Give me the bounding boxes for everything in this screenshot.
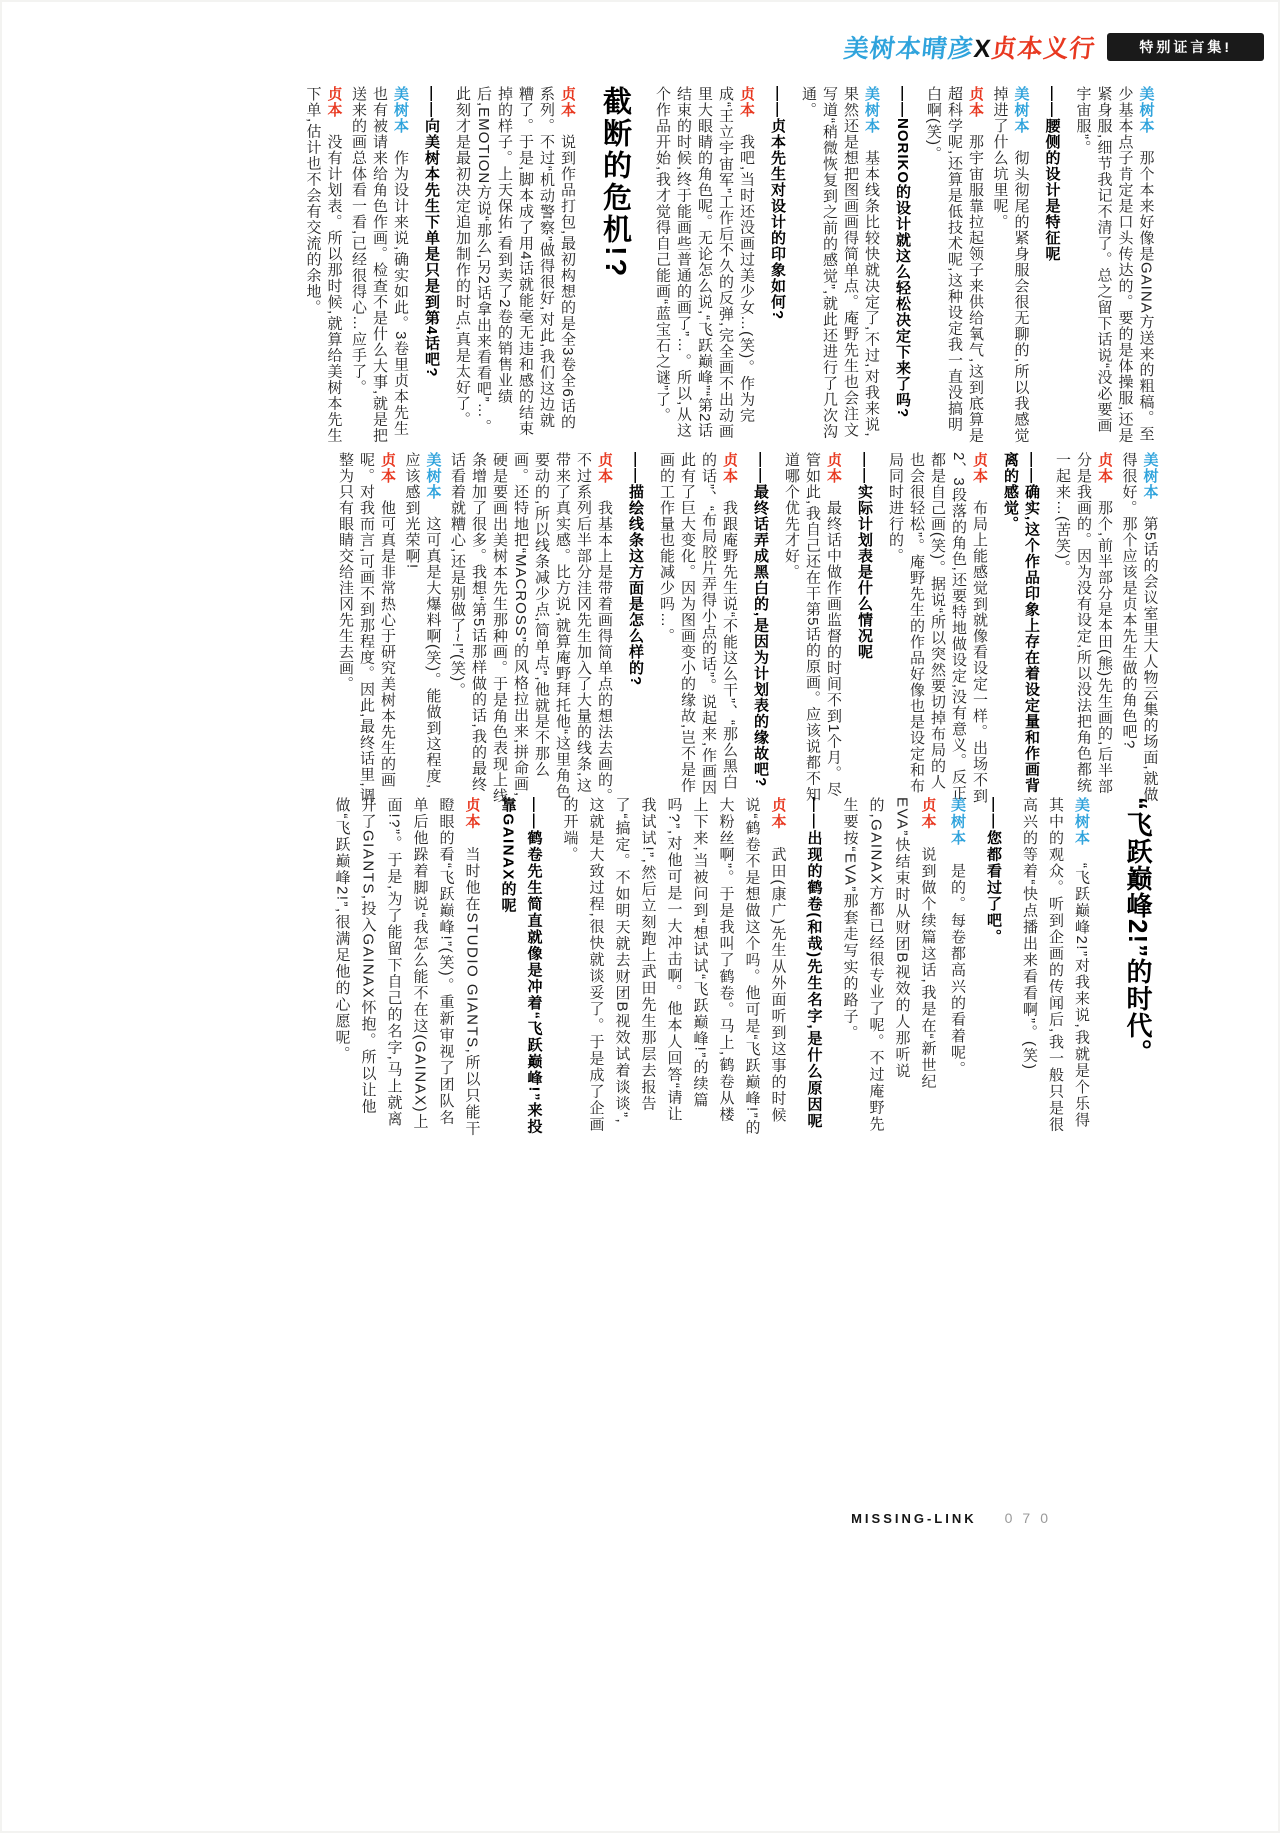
speaker-label-sadamoto: 贞本 xyxy=(967,86,984,118)
interview-question: ——描绘线条这方面是怎么样的? xyxy=(627,452,644,687)
speaker-label-mikimoto: 美树本 xyxy=(392,86,409,134)
speech-paragraph-sadamoto: 贞本 那个,前半部分是本田(熊)先生画的,后半部分是我画的。因为没有设定,所以没法把角色都统一起来…(苦笑)。 xyxy=(1054,452,1113,795)
page-title xyxy=(842,29,1098,65)
page-number: 070 xyxy=(1004,1510,1058,1526)
interview-question: ——贞本先生对设计的印象如何? xyxy=(769,86,786,321)
speech-paragraph-mikimoto: 美树本 基本线条比较快就决定了,不过,对我来说,果然还是想把图画画得简单点。庵野先生也会注文写道“稍微恢复到之前的感觉”,就此还进行了几次沟通。 xyxy=(800,86,880,440)
speaker-label-sadamoto: 贞本 xyxy=(1096,452,1113,484)
section-heading: 截断的危机!? xyxy=(599,86,631,280)
speech-paragraph-sadamoto: 贞本 布局上能感觉到就像看设定一样。出场不到2、3段落的角色,还要特地做设定,没有意义。反正都是自己画(笑)。据说“所以突然要切掉布局的人也会很轻松”。庵野先生的作品好像也是设定和布局同时进行的。 xyxy=(887,452,988,804)
speech-paragraph-mikimoto: 美树本 那个本来好像是GAINA方送来的粗稿。至少基本点子肯定是口头传达的。要的是体操服,还是紧身服,细节我记不清了。总之留下话说“没必要画宇宙服”。 xyxy=(1074,86,1155,444)
speech-paragraph-mikimoto: 美树本 是的。每卷都高兴的看着呢。 xyxy=(949,797,966,1078)
speech-paragraph-sadamoto: 贞本 没有计划表。所以那时候,就算给美树本先生下单,估计也不会有交流的余地。 xyxy=(304,86,343,444)
interview-question: ——鹤卷先生简直就像是冲着“飞跃巅峰!”来投靠GAINAX的呢 xyxy=(499,797,543,1135)
speaker-label-sadamoto: 贞本 xyxy=(825,452,842,484)
interview-question: ——腰侧的设计是特征呢 xyxy=(1043,86,1061,262)
speech-paragraph-mikimoto: 美树本 “飞跃巅峰2!”对我来说,我就是个乐得其中的观众。听到企画的传闻后,我一般只是很高兴的等着“快点播出来看看啊”。(笑) xyxy=(1021,797,1090,1133)
speech-paragraph-sadamoto: 贞本 当时他在STUDIO GIANTS,所以只能干瞪眼的看“飞跃巅峰!”(笑)。重新审视了团队名单后他跺着脚说“我怎么能不在这(GAINAX)上面!?”。于是,为了能留下自己的名字,马上就离开了GIANTS,投入GAINAX怀抱。所以让他做“飞跃巅峰2!”,很满足他的心愿呢。 xyxy=(333,797,481,1137)
magazine-brand: MISSING-LINK xyxy=(851,1511,977,1526)
interview-question: ——确实,这个作品印象上存在着设定量和作画背离的感觉。 xyxy=(1002,452,1040,794)
speech-paragraph-sadamoto: 贞本 那宇宙服靠拉起领子来供给氧气,这到底算是超科学呢,还算是低技术呢,这种设定我一直没搞明白啊(笑)。 xyxy=(925,86,984,444)
speaker-label-sadamoto: 贞本 xyxy=(721,452,738,484)
interview-question: ——实际计划表是什么情况呢 xyxy=(856,452,873,660)
speaker-label-mikimoto: 美树本 xyxy=(1137,86,1155,134)
interview-band-bottom xyxy=(325,797,1162,1137)
page-footer xyxy=(851,1510,1058,1526)
speech-paragraph-sadamoto: 贞本 我吧,当时还没画过美少女…(笑)。作为完成“王立宇宙军”工作后不久的反弹,完全画不出动画里大眼睛的角色呢。无论怎么说,“飞跃巅峰”“第2话结束的时候,终于能画些普通的画了”…。所以,从这个作品开始,我才觉得自己能画“蓝宝石之谜”了。 xyxy=(654,86,755,440)
speaker-label-mikimoto: 美树本 xyxy=(1073,797,1090,847)
speaker-label-sadamoto: 贞本 xyxy=(325,86,343,118)
speech-paragraph-sadamoto: 贞本 我基本上是带着画得简单点的想法去画的。不过系列后半部分洼冈先生加入了大量的线条,这带来了真实感。比方说,就算庵野拜托他“这里角色要动的,所以线条减少点,简单点”,他就是不那么画。还特地把“MACROSS”的风格拉出来,拼命画,硬是要画出美树本先生那种画。于是角色表现上线条增加了很多。我想“第5话那样做的话,我的最终话看着就糟心,还是别做了~!”(笑)。 xyxy=(449,452,613,804)
interview-band-middle xyxy=(332,452,1165,804)
speech-paragraph-sadamoto: 贞本 最终话中做作画监督的时间不到1个月。尽管如此,我自己还在干第5话的原画。应该说都不知道哪个优先才好。 xyxy=(783,452,842,803)
speech-paragraph-sadamoto: 贞本 他可真是非常热心于研究美树本先生的画呢。对我而言,可画不到那程度。因此,最终话里,调整为只有眼睛交给洼冈先生去画。 xyxy=(337,452,396,804)
speaker-label-sadamoto: 贞本 xyxy=(463,797,481,830)
speaker-label-sadamoto: 贞本 xyxy=(559,86,576,118)
speaker-label-mikimoto: 美树本 xyxy=(1141,452,1159,500)
interview-question: ——向美树本先生下单是只是到第4话吧? xyxy=(423,86,440,378)
interview-question: ——最终话弄成黑白的,是因为计划表的缘故吧? xyxy=(752,452,769,788)
special-testimony-badge: 特别证言集! xyxy=(1107,33,1264,61)
interview-question: ——NORIKO的设计就这么轻松决定下来了吗? xyxy=(894,86,911,419)
speech-paragraph-sadamoto: 贞本 说到作品打包,最初构想的是全3卷全6话的系列。不过“机动警察”做得很好,对此,我们这边就糟了。于是,脚本成了用4话就能毫无违和感的结束掉的样子。上天保佑,看到卖了2卷的销售业绩后,EMOTION方说“那么,另2话拿出来看看吧”…。此刻才是最初决定追加制作的时点,真是太好了。 xyxy=(454,86,576,437)
era-section-title: “飞跃巅峰2!”的时代。 xyxy=(1123,797,1153,1067)
interview-band-top xyxy=(299,86,1160,444)
title-mikimoto-name: 美树本晴彦 xyxy=(841,34,975,63)
speech-paragraph-mikimoto: 美树本 这可真是大爆料啊(笑)。能做到这程度,应该感到光荣啊! xyxy=(403,452,442,790)
interview-question: ——您都看过了吧。 xyxy=(985,797,1002,946)
speaker-label-mikimoto: 美树本 xyxy=(949,797,966,847)
speaker-label-sadamoto: 贞本 xyxy=(769,797,787,830)
speech-paragraph-sadamoto: 贞本 说到做个续篇这话,我是在“新世纪EVA”快结束时从财团B视效的人那听说的,GAINAX方都已经很专业了呢。不过庵野先生要按“EVA”那套走写实的路子。 xyxy=(841,797,937,1133)
speaker-label-mikimoto: 美树本 xyxy=(1012,86,1030,134)
speaker-label-sadamoto: 贞本 xyxy=(919,797,937,830)
speech-paragraph-sadamoto: 贞本 武田(康广)先生从外面听到这事的时候说“鹤卷不是想做这个吗。他可是“飞跃巅峰!”的大粉丝啊”。于是我叫了鹤卷。马上,鹤卷从楼上下来,当被问到“想试试“飞跃巅峰!”的续篇吗?”,对他可是一大冲击啊。他本人回答“请让我试试!”,然后立刻跑上武田先生那层去报告了“搞定。不如明天就去财团B视效试着谈谈”,这就是大致过程,很快就谈妥了。于是成了企画的开端。 xyxy=(561,797,787,1136)
speech-paragraph-sadamoto: 贞本 我跟庵野先生说“不能这么干”、“那么黑白的话”、“布局胶片弄得小点的话”。说起来,作画因此有了巨大变化。因为图画变小的缘故,岂不是作画的工作量也能减少吗…。 xyxy=(658,452,738,796)
speaker-label-sadamoto: 贞本 xyxy=(596,452,613,484)
speaker-label-sadamoto: 贞本 xyxy=(379,452,396,484)
title-x-separator: X xyxy=(971,34,993,63)
speaker-label-mikimoto: 美树本 xyxy=(424,452,442,500)
speech-paragraph-mikimoto: 美树本 彻头彻尾的紧身服会很无聊的,所以我感觉掉进了什么坑里呢。 xyxy=(991,86,1030,444)
speaker-label-sadamoto: 贞本 xyxy=(738,86,755,118)
speech-paragraph-mikimoto: 美树本 第5话的会议室里大人物云集的场面,就做得很好。那个应该是贞本先生做的角色吧? xyxy=(1120,452,1159,803)
speech-paragraph-mikimoto: 美树本 作为设计来说,确实如此。3卷里贞本先生也有被请来给角色作画。检查不是什么大事,就是把送来的画总体看一看,已经很得心…应手了。 xyxy=(350,86,409,444)
speaker-label-mikimoto: 美树本 xyxy=(863,86,880,134)
page-header xyxy=(841,12,1264,82)
title-sadamoto-name: 贞本义行 xyxy=(989,34,1097,63)
speaker-label-sadamoto: 贞本 xyxy=(971,452,988,484)
interview-question: ——出现的鹤卷(和哉)先生名字,是什么原因呢 xyxy=(805,797,823,1130)
